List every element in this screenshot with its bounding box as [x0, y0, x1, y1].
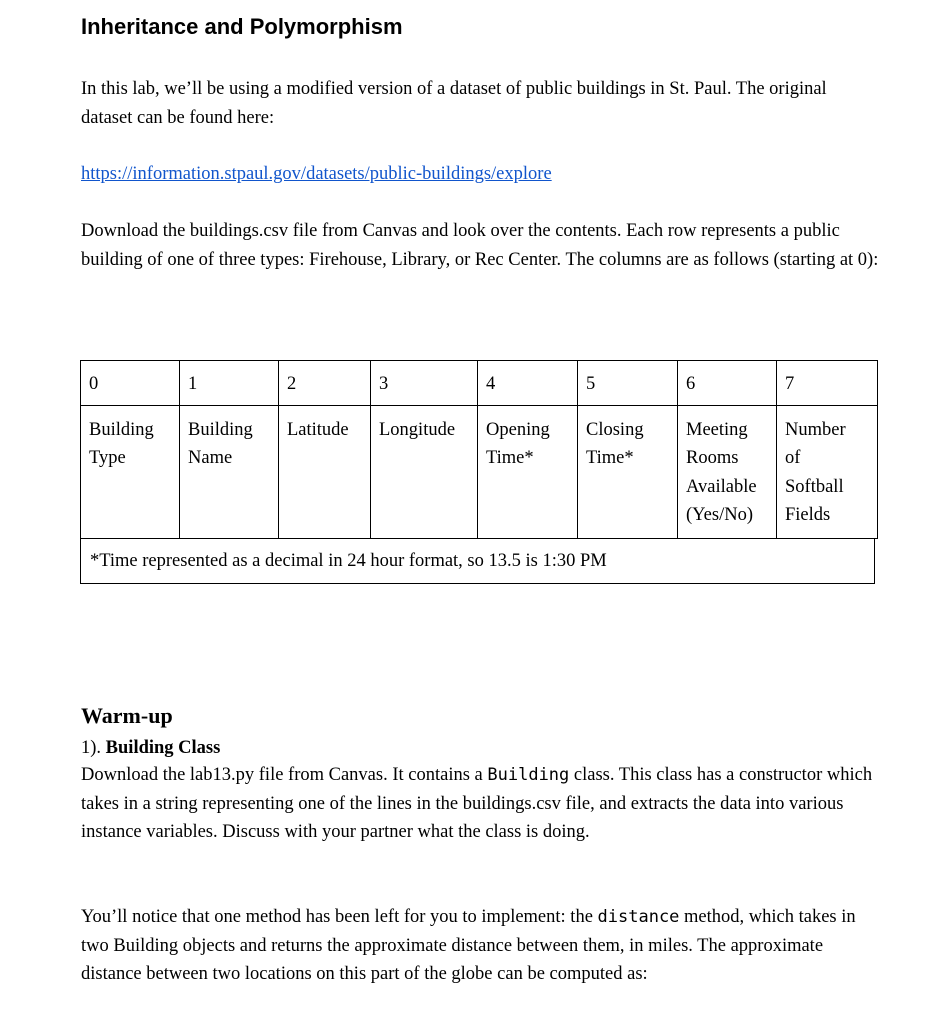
column-index: 7	[777, 361, 878, 406]
column-index: 1	[180, 361, 279, 406]
time-note: *Time represented as a decimal in 24 hour format, so 13.5 is 1:30 PM	[80, 538, 875, 584]
column-name: Closing Time*	[578, 405, 678, 538]
column-index: 6	[678, 361, 777, 406]
column-name: Building Type	[81, 405, 180, 538]
distance-paragraph: You’ll notice that one method has been left for you to implement: the distance method, which takes in two Building objects and returns the approximate distance between them, in miles. The approximate distance between two locations on this part of the globe can be computed as:	[81, 907, 856, 984]
page-title: Inheritance and Polymorphism	[81, 14, 403, 39]
warmup-heading: Warm-up	[81, 703, 173, 728]
column-name: Latitude	[279, 405, 371, 538]
link-paragraph	[81, 160, 881, 189]
dataset-link[interactable]: https://information.stpaul.gov/datasets/public-buildings/explore	[81, 164, 552, 184]
building-code: Building	[487, 765, 570, 785]
column-index: 4	[478, 361, 578, 406]
columns-table	[80, 360, 878, 539]
distance-code: distance	[597, 907, 680, 927]
item-heading	[81, 735, 220, 761]
column-name: Number of Softball Fields	[777, 405, 878, 538]
column-name: Building Name	[180, 405, 279, 538]
index-row	[81, 361, 878, 406]
column-index: 0	[81, 361, 180, 406]
download-paragraph: Download the buildings.csv file from Canvas and look over the contents. Each row represents a public building of one of three types: Firehouse, Library, or Rec Center. The columns are as follows (starting at 0):	[81, 221, 879, 270]
building-class-paragraph: Download the lab13.py file from Canvas. It contains a Building class. This class has a constructor which takes in a string representing one of the lines in the buildings.csv file, and extracts the data into various instance variables. Discuss with your partner what the class is doing.	[81, 765, 873, 842]
column-name: Longitude	[371, 405, 478, 538]
item-number: 1).	[81, 738, 102, 758]
column-index: 3	[371, 361, 478, 406]
column-name: Opening Time*	[478, 405, 578, 538]
column-name: Meeting Rooms Available (Yes/No)	[678, 405, 777, 538]
intro-paragraph: In this lab, we’ll be using a modified version of a dataset of public buildings in St. Paul. The original dataset can be found here:	[81, 79, 827, 128]
column-index: 2	[279, 361, 371, 406]
column-index: 5	[578, 361, 678, 406]
item-title: Building Class	[105, 738, 221, 758]
name-row	[81, 405, 878, 538]
